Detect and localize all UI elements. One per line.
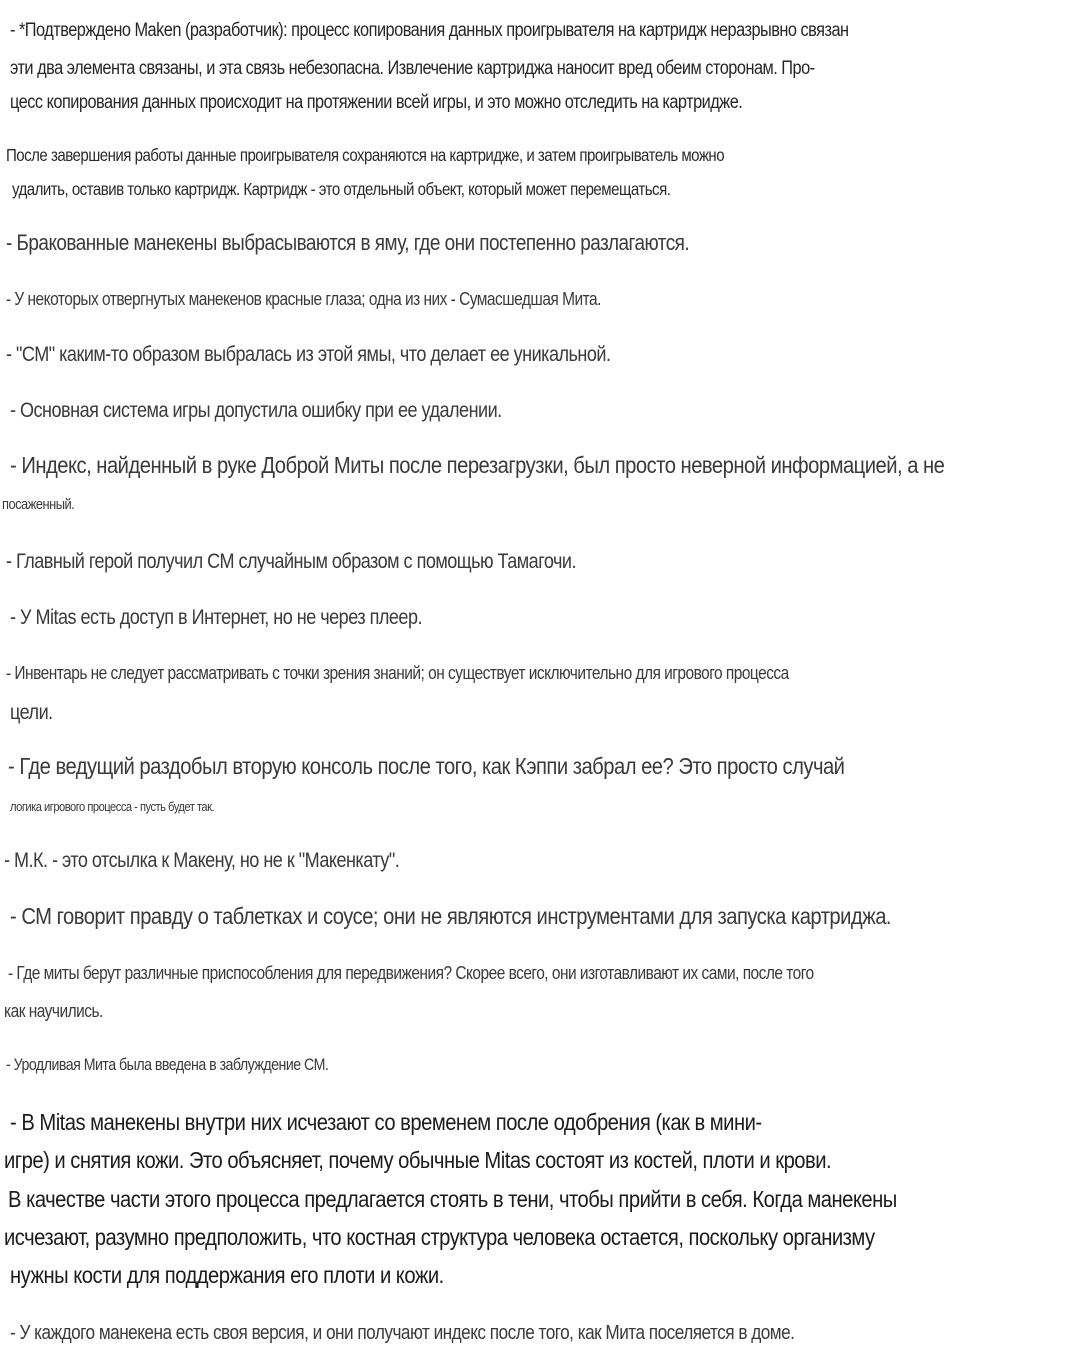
note-line-7: - У некоторых отвергнутых манекенов красные глаза; одна из них - Сумасшедшая Мита. xyxy=(6,289,601,309)
note-line-16: - Где ведущий раздобыл вторую консоль после того, как Кэппи забрал ее? Это просто случай xyxy=(8,753,845,779)
note-line-9: - Основная система игры допустила ошибку при ее удалении. xyxy=(10,399,502,422)
note-line-24: игре) и снятия кожи. Это объясняет, почему обычные Mitas состоят из костей, плоти и крови. xyxy=(4,1147,832,1173)
note-line-14: - Инвентарь не следует рассматривать с точки зрения знаний; он существует исключительно для игрового процесса xyxy=(6,663,789,683)
note-line-19: - СМ говорит правду о таблетках и соусе; они не являются инструментами для запуска картриджа. xyxy=(10,903,892,929)
note-line-4: После завершения работы данные проигрывателя сохраняются на картридже, и затем проигрыватель можно xyxy=(6,145,725,165)
note-line-18: - М.К. - это отсылка к Макену, но не к "Макенкату". xyxy=(4,849,400,872)
note-line-10: - Индекс, найденный в руке Доброй Миты после перезагрузки, был просто неверной информацией, а не xyxy=(10,452,945,478)
note-line-26: исчезают, разумно предположить, что костная структура человека остается, поскольку организму xyxy=(4,1224,875,1250)
note-line-1: - *Подтверждено Maken (разработчик): процесс копирования данных проигрывателя на картридж неразрывно связан xyxy=(10,20,849,41)
note-line-2: эти два элемента связаны, и эта связь небезопасна. Извлечение картриджа наносит вред обеим сторонам. Про- xyxy=(10,58,815,79)
note-line-12: - Главный герой получил СМ случайным образом с помощью Тамагочи. xyxy=(6,550,576,573)
note-line-13: - У Mitas есть доступ в Интернет, но не через плеер. xyxy=(10,606,422,629)
note-line-15: цели. xyxy=(10,701,53,724)
note-line-22: - Уродливая Мита была введена в заблуждение СМ. xyxy=(6,1056,329,1074)
note-line-17: логика игрового процесса - пусть будет так. xyxy=(10,799,215,814)
note-line-21: как научились. xyxy=(4,1001,103,1021)
note-line-23: - В Mitas манекены внутри них исчезают со временем после одобрения (как в мини- xyxy=(10,1109,762,1135)
note-line-27: нужны кости для поддержания его плоти и кожи. xyxy=(10,1262,444,1288)
note-line-28: - У каждого манекена есть своя версия, и они получают индекс после того, как Мита поселяется в доме. xyxy=(10,1322,795,1344)
note-line-3: цесс копирования данных происходит на протяжении всей игры, и это можно отследить на картридже. xyxy=(10,92,743,113)
note-line-6: - Бракованные манекены выбрасываются в яму, где они постепенно разлагаются. xyxy=(6,230,690,255)
note-line-8: - "СМ" каким-то образом выбралась из этой ямы, что делает ее уникальной. xyxy=(6,343,611,366)
note-line-20: - Где миты берут различные приспособления для передвижения? Скорее всего, они изготавливают их сами, после того xyxy=(8,963,814,983)
note-line-11: посаженный. xyxy=(2,496,75,513)
note-line-25: В качестве части этого процесса предлагается стоять в тени, чтобы прийти в себя. Когда манекены xyxy=(8,1186,897,1212)
note-line-5: удалить, оставив только картридж. Картридж - это отдельный объект, который может перемещаться. xyxy=(12,179,671,199)
